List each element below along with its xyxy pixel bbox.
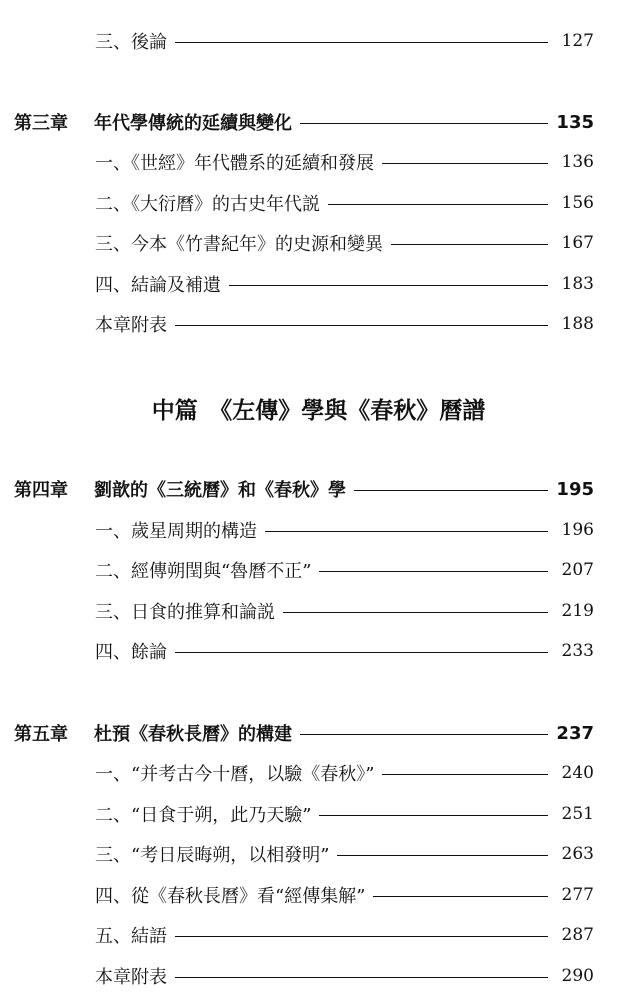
toc-entry-ch4-3[interactable] bbox=[0, 596, 617, 626]
toc-entry-ch3-4[interactable] bbox=[0, 269, 617, 299]
toc-entry-title: 一、“并考古今十曆，以驗《春秋》” bbox=[95, 764, 375, 785]
leader-line bbox=[391, 244, 548, 245]
toc-entry-title: 二、“日食于朔，此乃天驗” bbox=[95, 805, 312, 826]
toc-entry-title: 本章附表 bbox=[95, 315, 167, 336]
toc-entry-ch3-2[interactable] bbox=[0, 188, 617, 218]
toc-entry-page: 219 bbox=[561, 601, 594, 621]
toc-entry-title: 三、日食的推算和論説 bbox=[95, 602, 275, 623]
toc-entry-page: 156 bbox=[561, 193, 594, 213]
toc-entry-title: 二、經傳朔閏與“魯曆不正” bbox=[95, 561, 312, 582]
toc-entry-title: 三、今本《竹書紀年》的史源和變異 bbox=[95, 234, 383, 255]
toc-entry-sec3-hou-lun[interactable] bbox=[0, 26, 617, 56]
toc-entry-page: 207 bbox=[561, 560, 594, 580]
toc-entry-ch3-tables[interactable] bbox=[0, 309, 617, 339]
toc-entry-title: 三、“考日辰晦朔，以相發明” bbox=[95, 845, 330, 866]
toc-entry-ch3-3[interactable] bbox=[0, 228, 617, 258]
chapter-number: 第三章 bbox=[14, 113, 68, 134]
leader-line bbox=[354, 490, 548, 491]
chapter-page: 195 bbox=[556, 478, 594, 500]
toc-entry-page: 167 bbox=[561, 233, 594, 253]
leader-line bbox=[382, 774, 548, 775]
leader-line bbox=[328, 204, 548, 205]
toc-entry-ch5-tables[interactable] bbox=[0, 961, 617, 991]
leader-line bbox=[283, 612, 548, 613]
leader-line bbox=[265, 531, 548, 532]
toc-entry-title: 三、後論 bbox=[95, 32, 167, 53]
toc-entry-title: 本章附表 bbox=[95, 967, 167, 988]
toc-entry-ch4-4[interactable] bbox=[0, 636, 617, 666]
toc-entry-page: 290 bbox=[561, 966, 594, 986]
leader-line bbox=[229, 285, 548, 286]
toc-entry-page: 263 bbox=[561, 844, 594, 864]
toc-entry-page: 277 bbox=[561, 885, 594, 905]
toc-entry-title: 五、結語 bbox=[95, 926, 167, 947]
toc-chapter-5[interactable] bbox=[0, 718, 617, 748]
toc-entry-ch5-2[interactable] bbox=[0, 799, 617, 829]
leader-line bbox=[382, 163, 548, 164]
toc-entry-title: 一、《世經》年代體系的延續和發展 bbox=[95, 153, 374, 174]
toc-entry-title: 一、歲星周期的構造 bbox=[95, 521, 257, 542]
leader-line bbox=[175, 977, 548, 978]
toc-entry-page: 233 bbox=[561, 641, 594, 661]
chapter-number: 第四章 bbox=[14, 480, 68, 501]
toc-entry-ch5-4[interactable] bbox=[0, 880, 617, 910]
leader-line bbox=[175, 652, 548, 653]
leader-line bbox=[319, 815, 548, 816]
toc-entry-page: 188 bbox=[561, 314, 594, 334]
chapter-title: 杜預《春秋長曆》的構建 bbox=[94, 724, 292, 745]
toc-chapter-4[interactable] bbox=[0, 474, 617, 504]
toc-entry-page: 240 bbox=[561, 763, 594, 783]
toc-entry-page: 127 bbox=[561, 31, 594, 51]
leader-line bbox=[319, 571, 548, 572]
chapter-title: 年代學傳統的延續與變化 bbox=[94, 113, 292, 134]
leader-line bbox=[300, 734, 548, 735]
toc-entry-page: 183 bbox=[561, 274, 594, 294]
toc-entry-title: 四、餘論 bbox=[95, 642, 167, 663]
chapter-title: 劉歆的《三統曆》和《春秋》學 bbox=[94, 480, 346, 501]
leader-line bbox=[373, 896, 548, 897]
leader-line bbox=[175, 42, 548, 43]
toc-entry-page: 251 bbox=[561, 804, 594, 824]
leader-line bbox=[175, 325, 548, 326]
toc-entry-ch4-2[interactable] bbox=[0, 555, 617, 585]
chapter-number: 第五章 bbox=[14, 724, 68, 745]
toc-chapter-3[interactable] bbox=[0, 107, 617, 137]
toc-entry-title: 四、結論及補遺 bbox=[95, 275, 221, 296]
toc-entry-title: 四、從《春秋長曆》看“經傳集解” bbox=[95, 886, 366, 907]
leader-line bbox=[175, 936, 548, 937]
leader-line bbox=[337, 855, 548, 856]
toc-entry-page: 196 bbox=[561, 520, 594, 540]
toc-entry-page: 136 bbox=[561, 152, 594, 172]
toc-entry-ch3-1[interactable] bbox=[0, 147, 617, 177]
chapter-page: 135 bbox=[556, 111, 594, 133]
chapter-page: 237 bbox=[556, 722, 594, 744]
leader-line bbox=[300, 123, 548, 124]
toc-entry-ch4-1[interactable] bbox=[0, 515, 617, 545]
toc-entry-page: 287 bbox=[561, 925, 594, 945]
toc-entry-ch5-3[interactable] bbox=[0, 839, 617, 869]
part-heading: 中篇 《左傳》學與《春秋》曆譜 bbox=[151, 398, 486, 424]
toc-entry-ch5-1[interactable] bbox=[0, 758, 617, 788]
toc-entry-title: 二、《大衍曆》的古史年代説 bbox=[95, 194, 320, 215]
toc-entry-ch5-5[interactable] bbox=[0, 920, 617, 950]
